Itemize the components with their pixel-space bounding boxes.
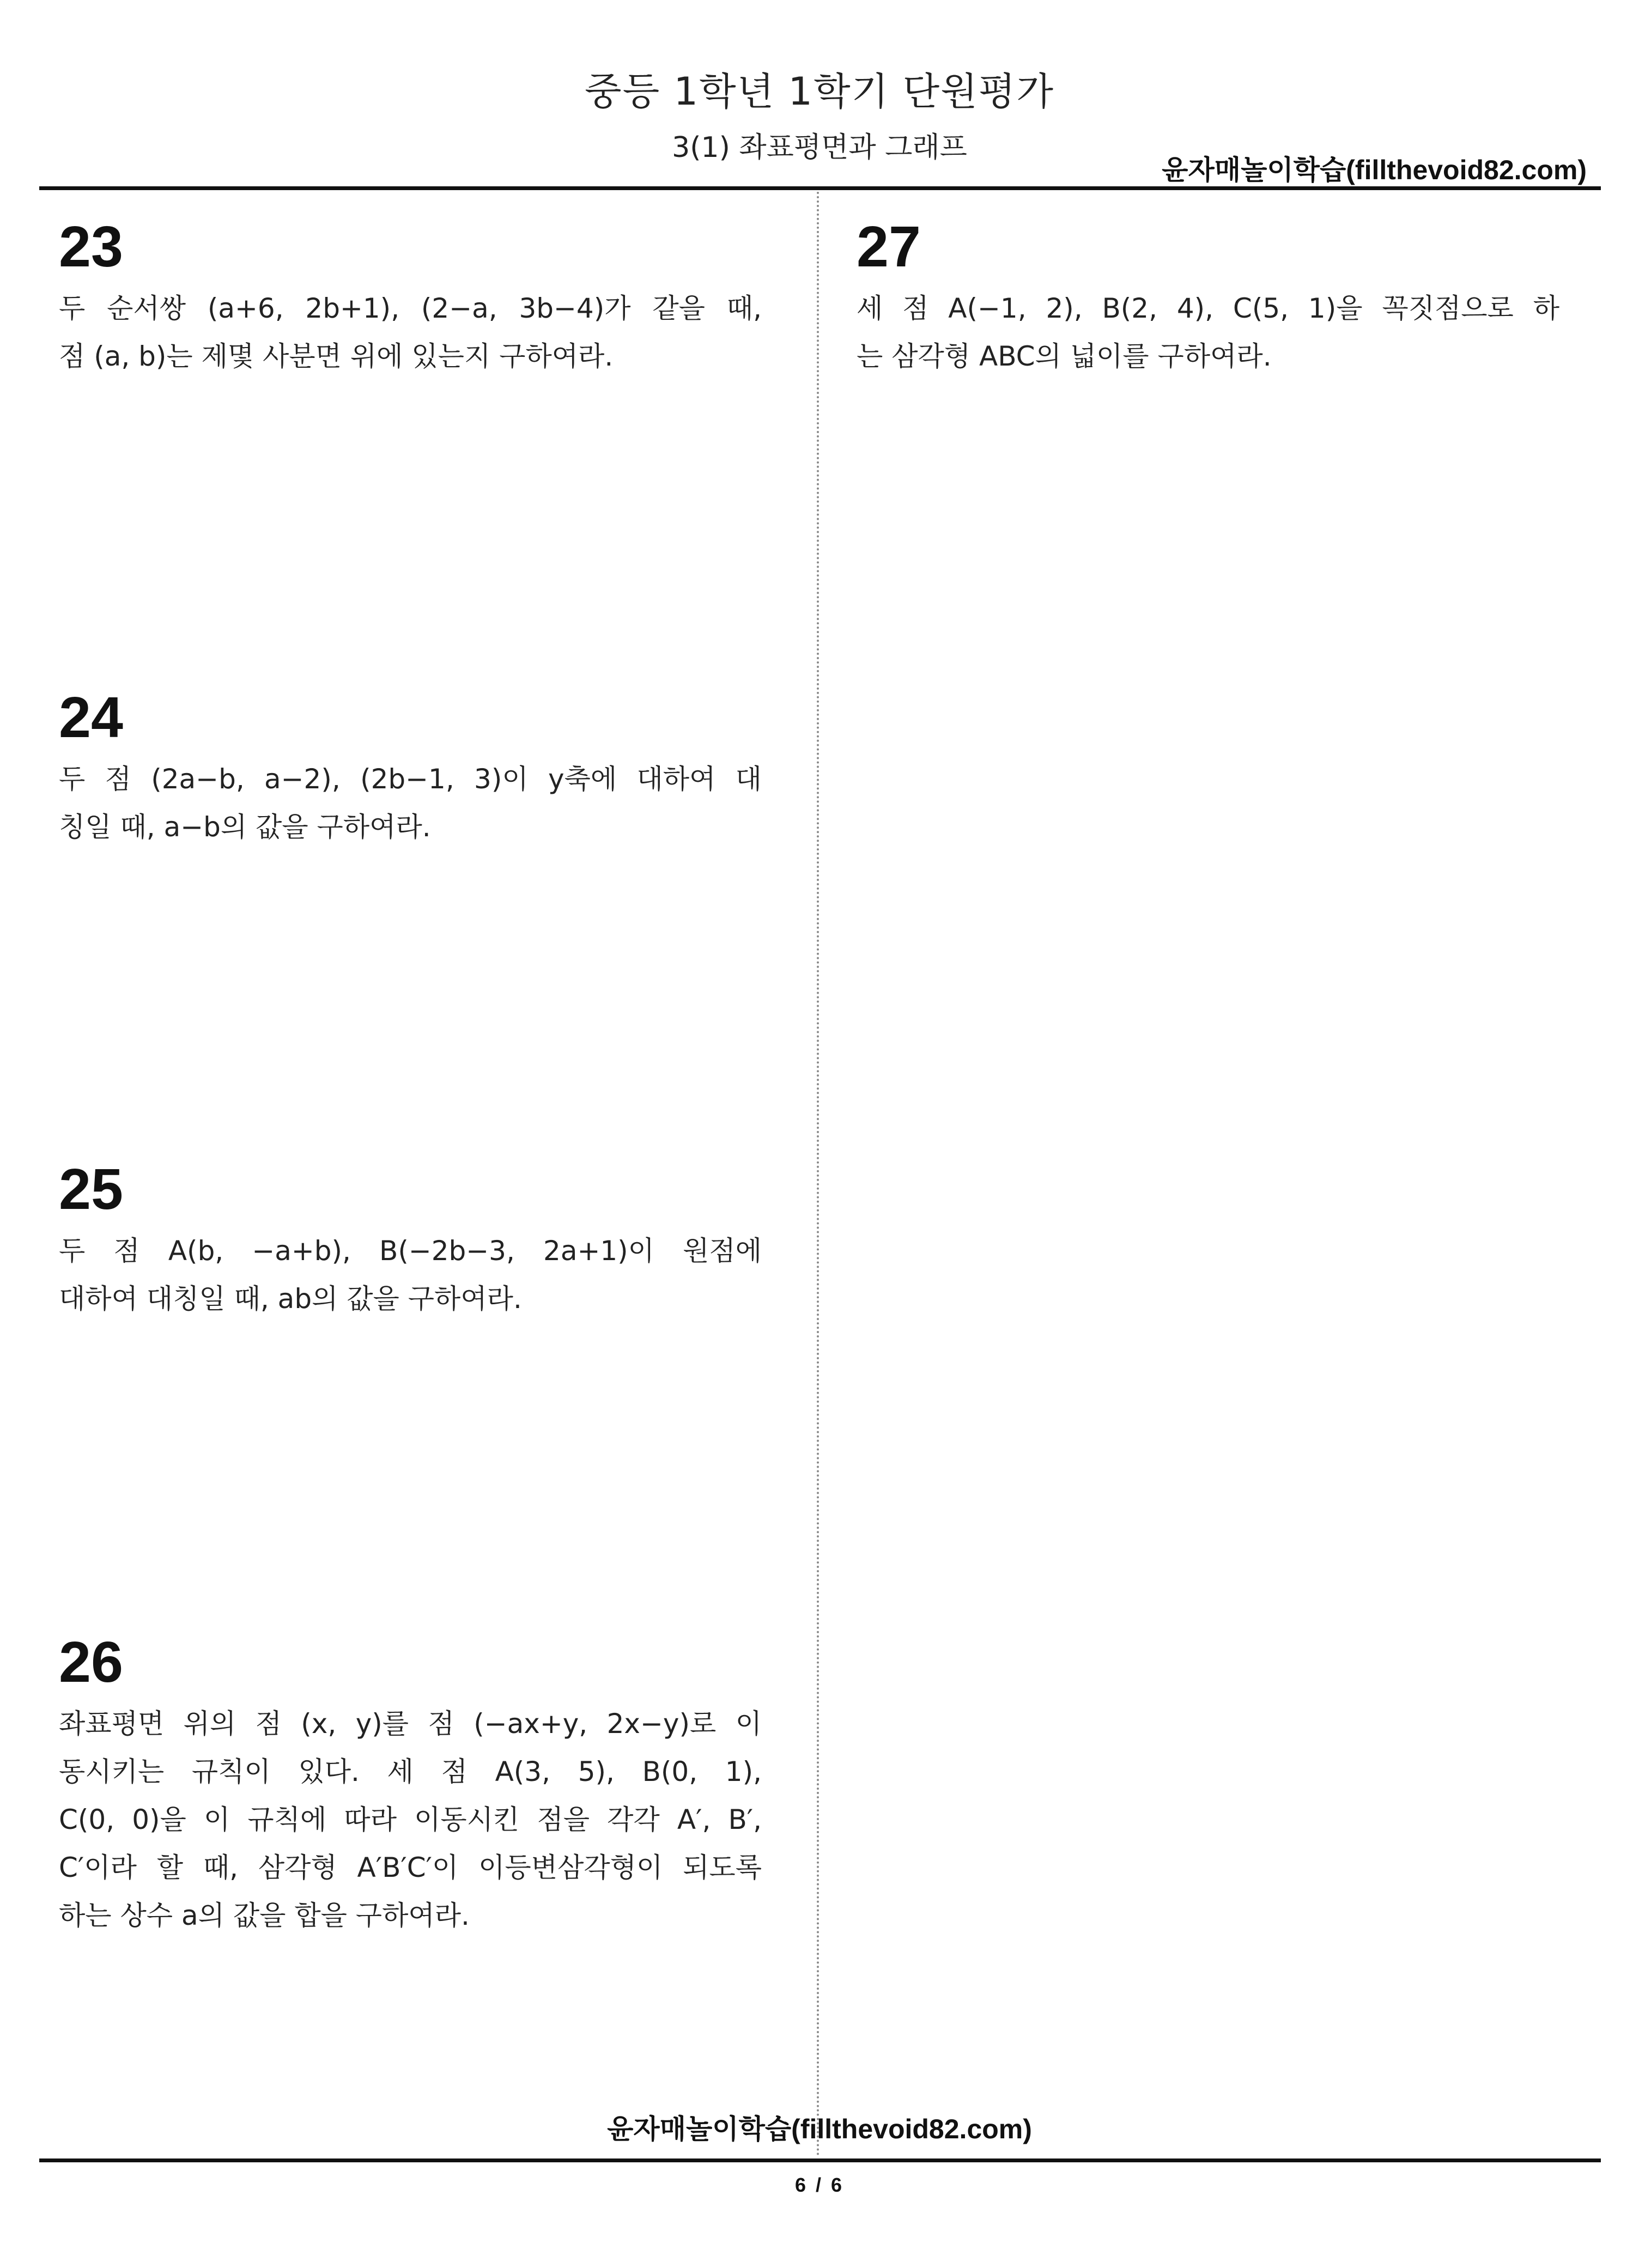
unit-subtitle: 3(1) 좌표평면과 그래프 bbox=[672, 131, 967, 164]
page-number: 6 / 6 bbox=[794, 2174, 845, 2196]
problem-text-line: C′이라 할 때, 삼각형 A′B′C′이 이등변삼각형이 되도록 bbox=[59, 1852, 762, 1883]
column-divider bbox=[817, 192, 819, 2157]
page-title: 중등 1학년 1학기 단원평가 bbox=[584, 69, 1055, 114]
footer-rule bbox=[39, 2158, 1601, 2162]
problem-text-line: 두 점 (2a−b, a−2), (2b−1, 3)이 y축에 대하여 대 bbox=[59, 763, 762, 795]
problem-number: 24 bbox=[59, 685, 123, 750]
problem-number: 25 bbox=[59, 1157, 123, 1221]
problem-number: 27 bbox=[857, 215, 921, 279]
problem-25 bbox=[59, 1159, 762, 1323]
problem-text-line: 두 점 A(b, −a+b), B(−2b−3, 2a+1)이 원점에 bbox=[59, 1235, 762, 1267]
problem-text-line: 두 순서쌍 (a+6, 2b+1), (2−a, 3b−4)가 같을 때, bbox=[59, 293, 762, 324]
problem-27 bbox=[857, 217, 1559, 380]
problem-text-line: 대하여 대칭일 때, ab의 값을 구하여라. bbox=[59, 1283, 522, 1315]
problem-text-line: 칭일 때, a−b의 값을 구하여라. bbox=[59, 811, 431, 843]
problem-text-line: 점 (a, b)는 제몇 사분면 위에 있는지 구하여라. bbox=[59, 340, 614, 372]
problem-text-line: 하는 상수 a의 값을 합을 구하여라. bbox=[59, 1900, 470, 1931]
problem-text-line: 동시키는 규칙이 있다. 세 점 A(3, 5), B(0, 1), bbox=[59, 1756, 762, 1787]
header-rule bbox=[39, 186, 1601, 190]
problem-text-line: 좌표평면 위의 점 (x, y)를 점 (−ax+y, 2x−y)로 이 bbox=[59, 1708, 762, 1740]
problem-26 bbox=[59, 1632, 762, 1939]
problem-text-line: 는 삼각형 ABC의 넓이를 구하여라. bbox=[857, 340, 1272, 372]
footer-brand: 윤자매놀이학습(fillthevoid82.com) bbox=[607, 2114, 1032, 2144]
problem-number: 26 bbox=[59, 1630, 123, 1694]
header-brand: 윤자매놀이학습(fillthevoid82.com) bbox=[1162, 155, 1587, 185]
problem-number: 23 bbox=[59, 215, 123, 279]
problem-24 bbox=[59, 685, 762, 851]
problem-text-line: C(0, 0)을 이 규칙에 따라 이동시킨 점을 각각 A′, B′, bbox=[59, 1804, 762, 1835]
problem-23 bbox=[59, 217, 762, 380]
problem-text-line: 세 점 A(−1, 2), B(2, 4), C(5, 1)을 꼭짓점으로 하 bbox=[857, 293, 1559, 324]
